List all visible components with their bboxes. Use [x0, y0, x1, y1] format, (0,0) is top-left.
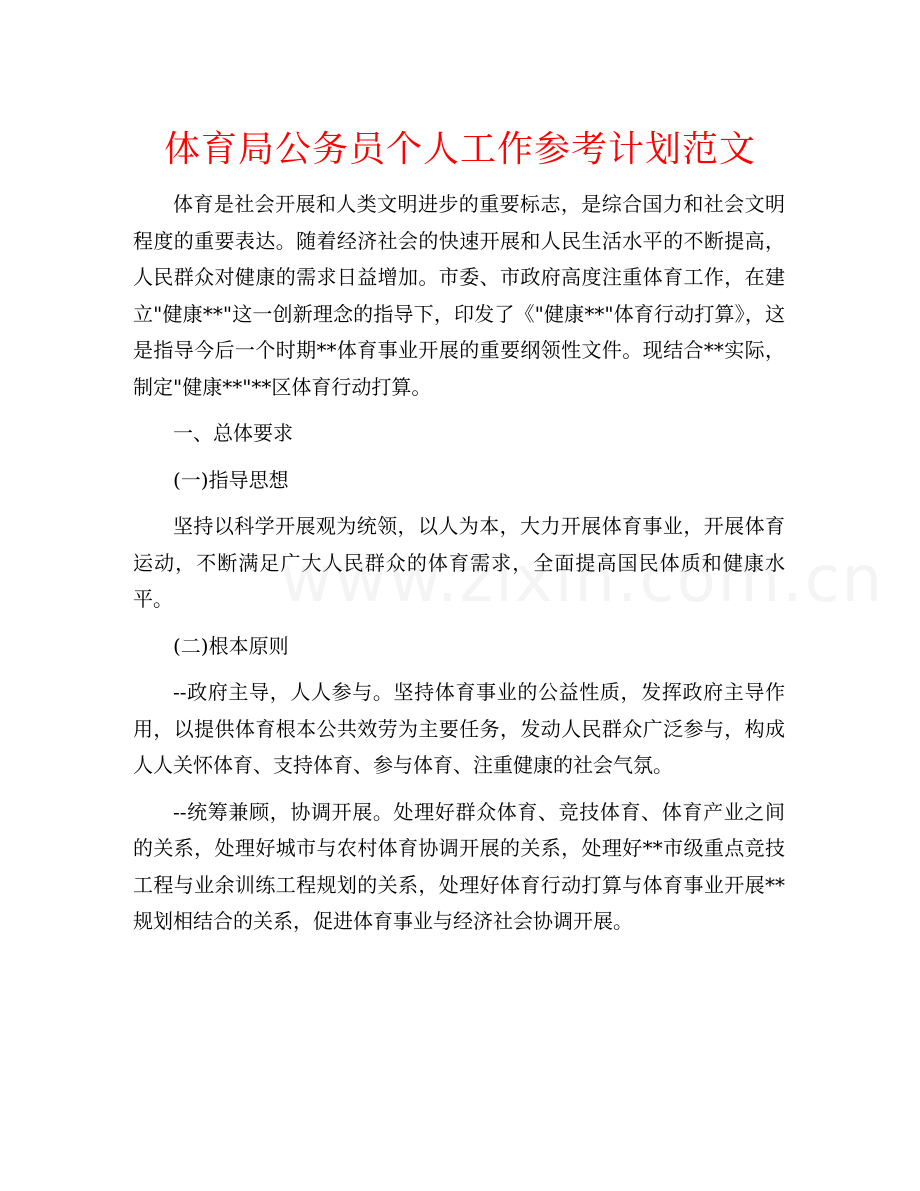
- paragraph-principle-coordinated-development: --统筹兼顾，协调开展。处理好群众体育、竞技体育、体育产业之间的关系，处理好城市与农村体育协调开展的关系，处理好**市级重点竞技工程与业余训练工程规划的关系，处理好体育行动打算与体育事业开展**规划相结合的关系，促进体育事业与经济社会协调开展。: [133, 799, 785, 933]
- section-heading-general-requirements: 一、总体要求: [173, 421, 293, 445]
- document-title: 体育局公务员个人工作参考计划范文: [163, 129, 756, 170]
- paragraph-principle-government-led: --政府主导，人人参与。坚持体育事业的公益性质，发挥政府主导作用，以提供体育根本公共效劳为主要任务，发动人民群众广泛参与，构成人人关怀体育、支持体育、参与体育、注重健康的社会气氛。: [133, 680, 785, 777]
- subsection-heading-basic-principles: (二)根本原则: [173, 633, 289, 658]
- subsection-heading-guiding-ideology: (一)指导思想: [173, 467, 289, 492]
- document-body: [133, 186, 785, 950]
- paragraph-guiding-ideology: 坚持以科学开展观为统领，以人为本，大力开展体育事业，开展体育运动，不断满足广大人民群众的体育需求，全面提高国民体质和健康水平。: [133, 514, 785, 611]
- paragraph-intro: 体育是社会开展和人类文明进步的重要标志，是综合国力和社会文明程度的重要表达。随着经济社会的快速开展和人民生活水平的不断提高，人民群众对健康的需求日益增加。市委、市政府高度注重体育工作，在建立"健康**"这一创新理念的指导下，印发了《"健康**"体育行动打算》，这是指导今后一个时期**体育事业开展的重要纲领性文件。现结合**实际，制定"健康**"**区体育行动打算。: [133, 192, 785, 399]
